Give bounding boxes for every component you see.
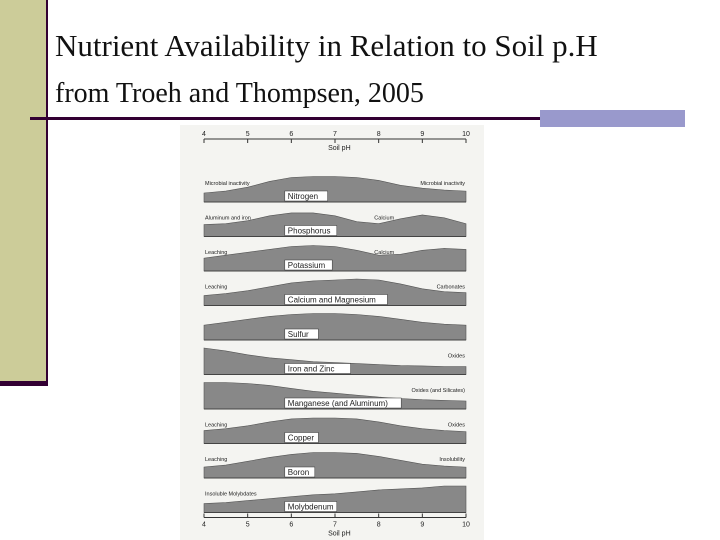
bottom-tick-label: 6 bbox=[289, 521, 294, 529]
top-tick-label: 10 bbox=[462, 131, 470, 138]
left-note: Leaching bbox=[205, 250, 228, 256]
nutrient-label: Copper bbox=[287, 433, 315, 443]
slide-title: Nutrient Availability in Relation to Soil p.H bbox=[55, 28, 598, 63]
left-note: Aluminum and iron bbox=[205, 215, 251, 222]
sidebar-accent bbox=[0, 0, 46, 383]
top-tick-label: 8 bbox=[376, 131, 381, 138]
left-note: Leaching bbox=[205, 284, 228, 291]
right-note: Carbonates bbox=[436, 284, 465, 291]
nutrient-availability-figure bbox=[180, 125, 484, 540]
sidebar-footer-bar bbox=[0, 381, 48, 386]
bottom-tick-label: 4 bbox=[202, 521, 206, 529]
nutrient-label: Sulfur bbox=[287, 330, 309, 339]
bottom-tick-label: 5 bbox=[245, 521, 250, 529]
right-note: Oxides (and Silicates) bbox=[411, 388, 465, 394]
top-tick-label: 5 bbox=[245, 131, 250, 138]
top-axis-title: Soil pH bbox=[328, 145, 351, 152]
right-note: Microbial inactivity bbox=[420, 181, 465, 187]
top-tick-label: 6 bbox=[289, 131, 294, 138]
bottom-tick-label: 10 bbox=[462, 521, 470, 529]
top-tick-label: 9 bbox=[420, 131, 425, 138]
left-note: Insoluble Molybdates bbox=[205, 491, 257, 498]
right-note: Oxides bbox=[447, 353, 465, 360]
nutrient-band bbox=[204, 418, 466, 444]
nutrient-label: Boron bbox=[287, 468, 310, 477]
bottom-tick-label: 9 bbox=[420, 521, 425, 529]
bottom-tick-label: 7 bbox=[333, 521, 337, 529]
left-note: Leaching bbox=[205, 457, 228, 463]
nutrient-band bbox=[204, 314, 466, 341]
left-note: Microbial inactivity bbox=[205, 181, 250, 187]
mid-note: Calcium bbox=[374, 250, 395, 256]
nutrient-label: Molybdenum bbox=[287, 502, 334, 512]
nutrient-band bbox=[204, 246, 466, 272]
nutrient-label: Iron and Zinc bbox=[287, 364, 335, 374]
sidebar-edge bbox=[46, 0, 48, 386]
bottom-axis-title: Soil pH bbox=[328, 530, 351, 538]
nutrient-label: Phosphorus bbox=[287, 226, 331, 236]
left-note: Leaching bbox=[205, 422, 228, 429]
title-underline-accent bbox=[540, 110, 685, 127]
slide-subtitle: from Troeh and Thompsen, 2005 bbox=[55, 78, 424, 109]
bottom-tick-label: 8 bbox=[376, 521, 381, 529]
nutrient-label: Calcium and Magnesium bbox=[287, 295, 376, 305]
nutrient-label: Manganese (and Aluminum) bbox=[287, 399, 388, 408]
nutrient-band bbox=[204, 453, 466, 479]
nutrient-label: Potassium bbox=[287, 261, 326, 270]
nutrient-bands-svg bbox=[180, 125, 484, 540]
top-tick-label: 4 bbox=[202, 131, 206, 138]
nutrient-label: Nitrogen bbox=[287, 192, 319, 201]
right-note: Insolubility bbox=[439, 457, 465, 463]
mid-note: Calcium bbox=[374, 215, 395, 222]
top-tick-label: 7 bbox=[333, 131, 337, 138]
right-note: Oxides bbox=[447, 422, 465, 429]
